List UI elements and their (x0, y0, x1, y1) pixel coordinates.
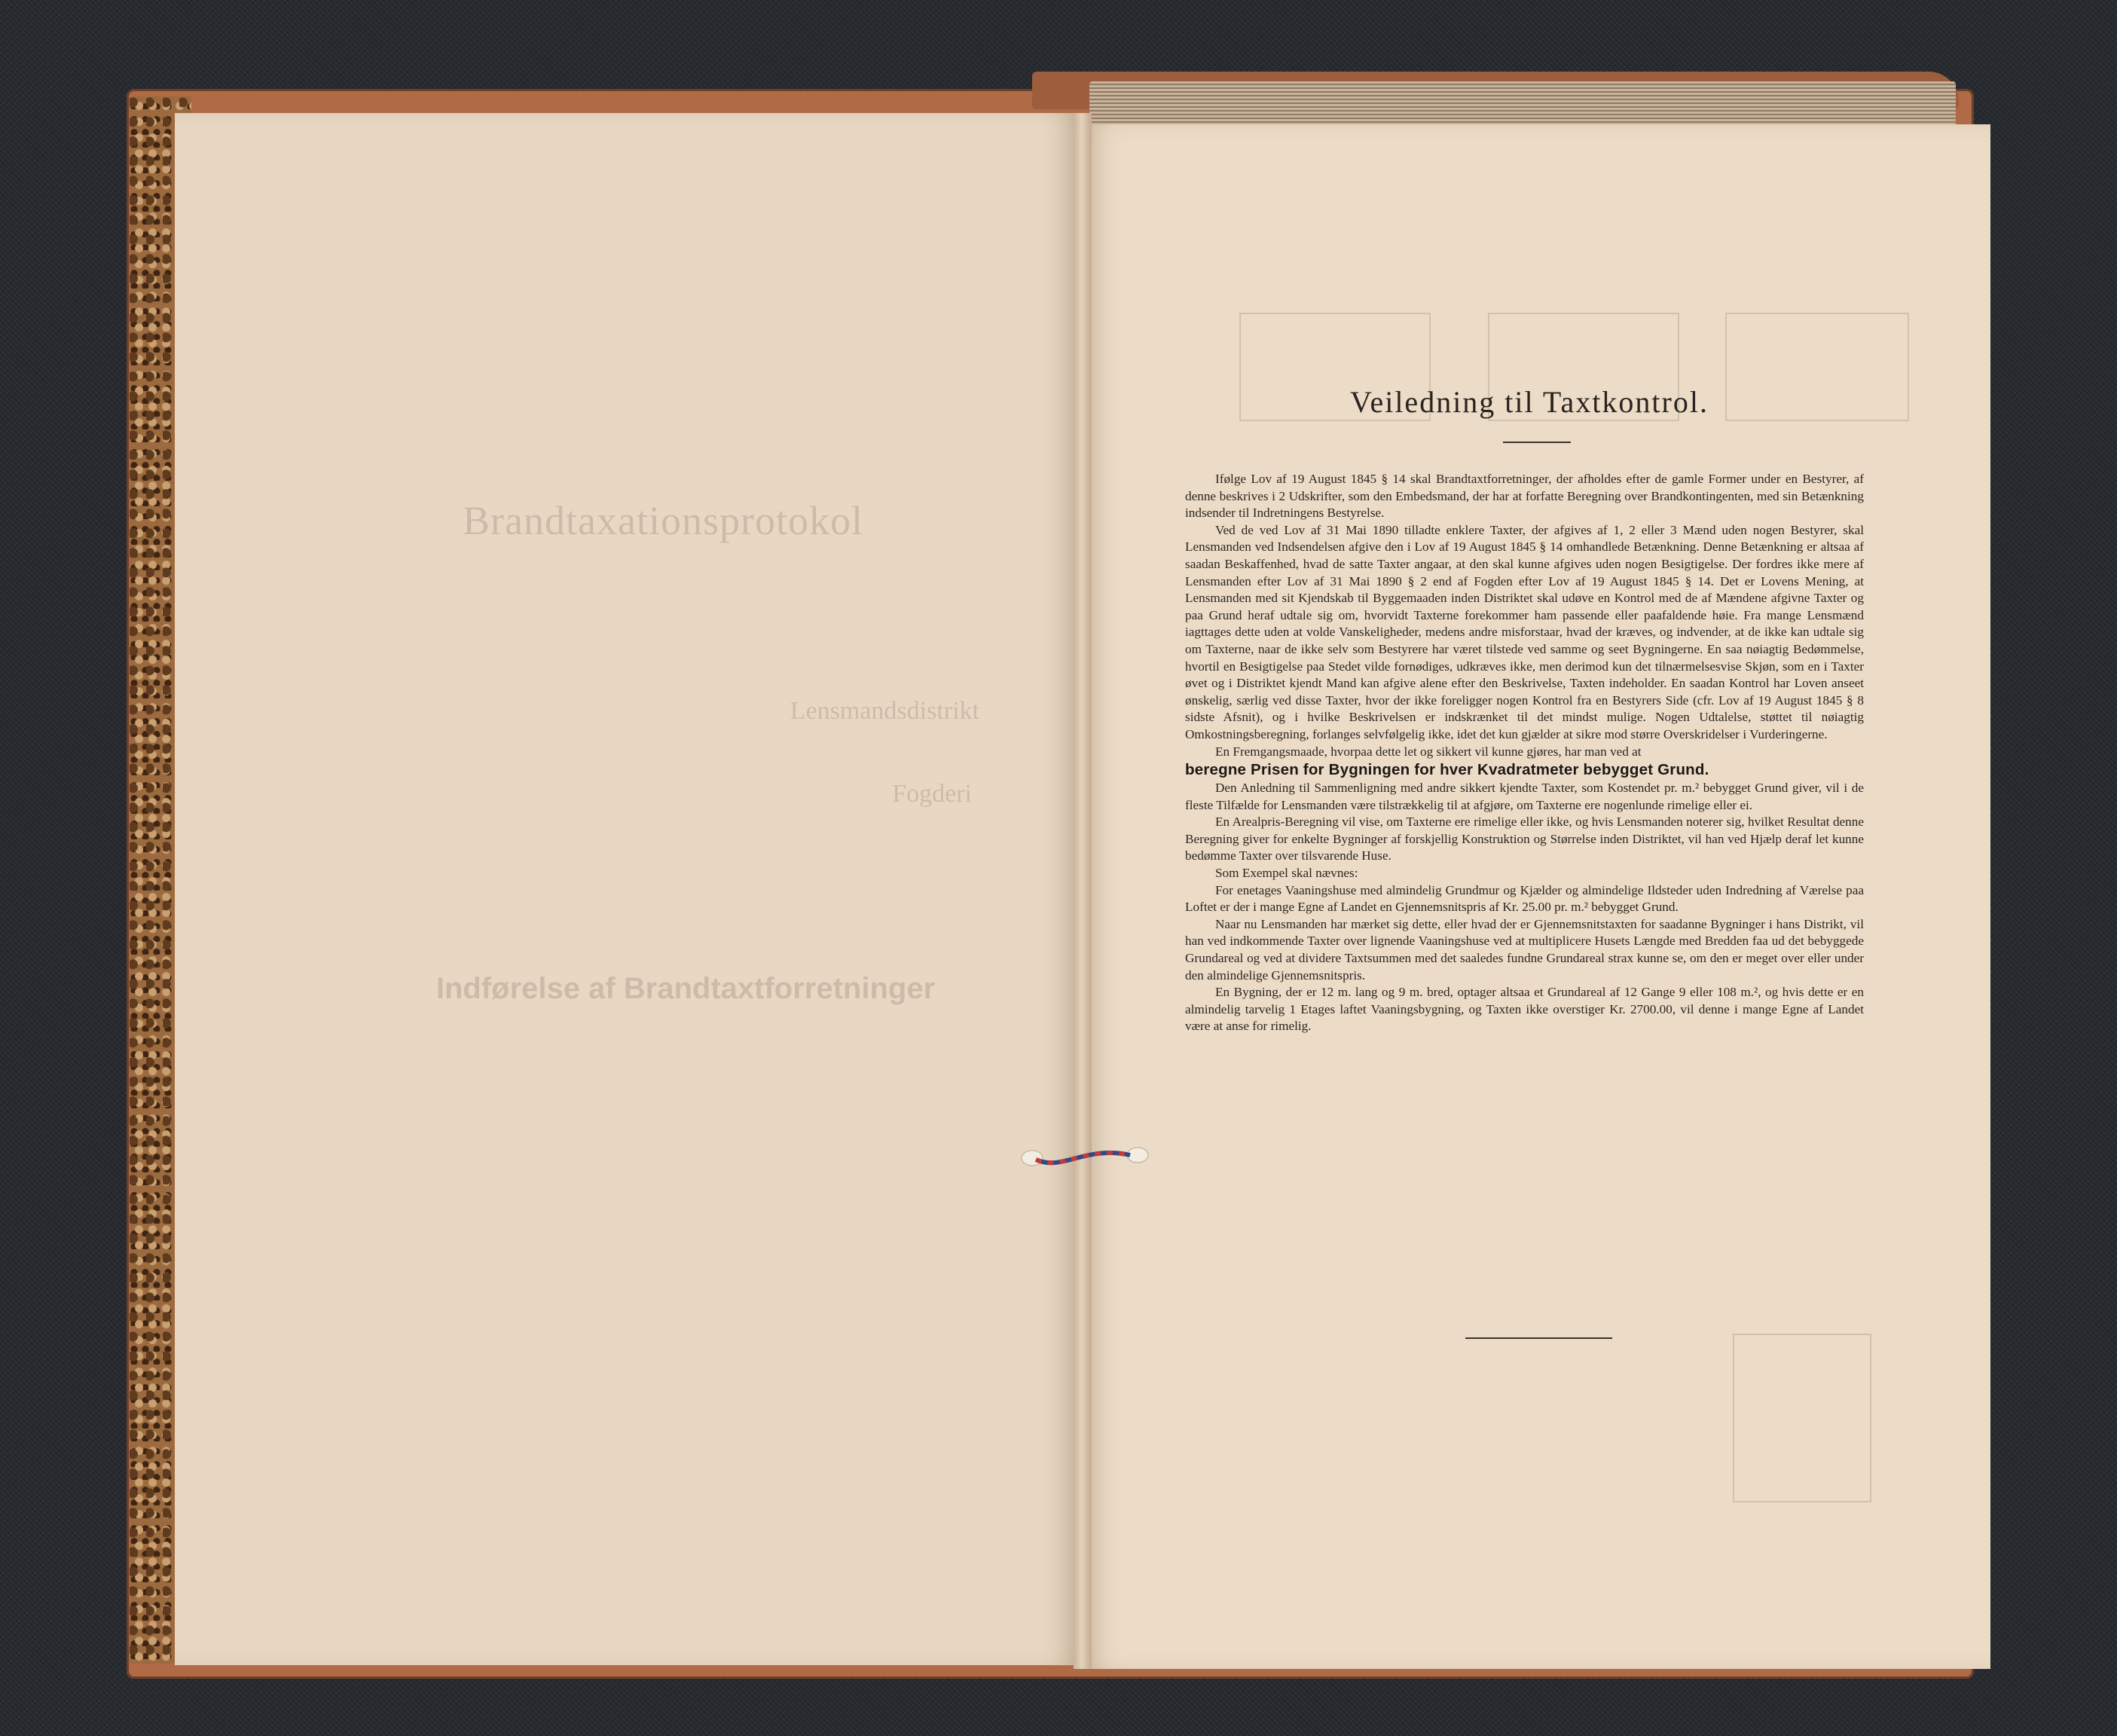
bleed-box (1733, 1334, 1871, 1502)
left-page-bleed-row2: Fogderi (892, 780, 972, 808)
paragraph: For enetages Vaaningshuse med almindelig Grundmur og Kjælder og almindelige Ildsteder uden Indredning af Værelse paa Loftet er der i mange Egne af Landet en Gjennemsnitspris af Kr. 25.00 pr. m.² bebygget Grund. (1185, 882, 1864, 915)
paragraph: Den Anledning til Sammenligning med andre sikkert kjendte Taxter, som Kostendet pr. m.² bebygget Grund giver, vil i de fleste Tilfælde for Lensmanden være tilstrækkelig til at afgjøre, om Taxterne ere nogenlunde rimelige eller ei. (1185, 781, 1864, 812)
paragraph: Ved de ved Lov af 31 Mai 1890 tilladte enklere Taxter, der afgives af 1, 2 eller 3 Mænd uden nogen Bestyrer, skal Lensmanden ved Indsendelsen afgive den i Lov af 19 August 1845 § 14 omhandlede Betænkning. Denne Betænkning er altsaa af saadan Beskaffenhed, hvad de satte Taxter angaar, at den skal kunne afgives uden nogen Besigtigelse. Der fordres ikke mere af Lensmanden efter Lov af 31 Mai 1890 § 2 end af Fogden efter Lov af 19 August 1845 § 14. Det er Lovens Mening, at Lensmanden med sit Kjendskab til Byggemaaden inden Distriktet skal udøve en Kontrol med de af Mændene afgivne Taxter og paa Grund heraf udtale sig om, hvorvidt Taxterne forekommer ham passende eller paafaldende høie. Fra mange Lensmænd iagttages dette uden at volde Vanskeligheder, medens andre misforstaar, hvad der kræves, og indvender, at de ikke kan udtale sig om Taxterne, naar de ikke selv som Bestyrere har været tilstede ved samme og seet Bygningerne. En saa nøiagtig Bedømmelse, hvortil en Besigtigelse paa Stedet vilde fornødiges, udkræves ikke, men derimod kun det tilnærmelsesvise Skjøn, som en i Taxter øvet og i Distriktet kjendt Mand kan afgive alene efter den Beskrivelse, Taxten indeholder. En saadan Kontrol har Loven anseet ønskelig, særlig ved disse Taxter, hvor der ikke foreligger nogen Kontrol fra en Bestyrers Side (cfr. Lov af 19 August 1845 § 8 sidste Afsnit), og i hvilke Beskrivelsen er indskrænket til det mindst mulige. Nogen Udtalelse, støttet til nøiagtig Omkostningsberegning, forlanges selvfølgelig ikke, idet det kun gjælder at sikre mod større Overskridelser i Vurderingerne. (1185, 522, 1864, 741)
emphasis-line: beregne Prisen for Bygningen for hver Kvadratmeter bebygget Grund. (1185, 761, 1709, 779)
paragraph: En Fremgangsmaade, hvorpaa dette let og sikkert vil kunne gjøres, har man ved at (1215, 744, 1642, 759)
end-rule (1465, 1337, 1612, 1339)
title-rule (1503, 442, 1571, 443)
paragraph: Som Exempel skal nævnes: (1215, 866, 1358, 881)
left-page (175, 113, 1079, 1665)
paragraph: En Arealpris-Beregning vil vise, om Taxterne ere rimelige eller ikke, og hvis Lensmanden noterer sig, hvilket Resultat denne Beregning giver for enkelte Bygninger af forskjellig Konstruktion og Størrelse inden Distriktet, vil han ved Hjælp deraf let kunne bedømme Taxter over tilsvarende Huse. (1185, 815, 1864, 863)
book-gutter (1074, 113, 1092, 1669)
paragraph: Naar nu Lensmanden har mærket sig dette, eller hvad der er Gjennemsnitstaxten for saadanne Bygninger i hans Distrikt, vil han ved indkommende Taxter over lignende Vaaningshuse ved at multiplicere Husets Længde med Bredden faa ud det bebyggede Grundareal og ved at dividere Taxtsummen med det saaledes fundne Grundareal strax kunne se, om den er meget over eller under den almindelige Gjennemsnitspris. (1185, 916, 1864, 983)
left-page-bleed-row1: Lensmandsdistrikt (790, 697, 979, 725)
body-text (1185, 471, 1864, 1035)
page-title: Veiledning til Taxtkontrol. (1350, 385, 1709, 419)
binding-thread (1017, 1142, 1153, 1172)
paragraph: En Bygning, der er 12 m. lang og 9 m. bred, optager altsaa et Grundareal af 12 Gange 9 eller 108 m.², og hvis dette er en almindelig tarvelig 1 Etages laftet Vaaningsbygning, og Taxten ikke overstiger Kr. 2700.00, vil denne i mange Egne af Landet være at anse for rimelig. (1185, 985, 1864, 1034)
left-page-bleed-title: Brandtaxationsprotokol (463, 498, 863, 543)
left-page-bleed-subtitle: Indførelse af Brandtaxtforretninger (435, 972, 936, 1005)
paragraph: Ifølge Lov af 19 August 1845 § 14 skal Brandtaxtforretninger, der afholdes efter de gamle Former under en Bestyrer, af denne beskrives i 2 Udskrifter, som den Embedsmand, der har at forfatte Beregning over Brandkontingenten, med sin Betænkning indsender til Indretningens Bestyrelse. (1185, 472, 1864, 521)
